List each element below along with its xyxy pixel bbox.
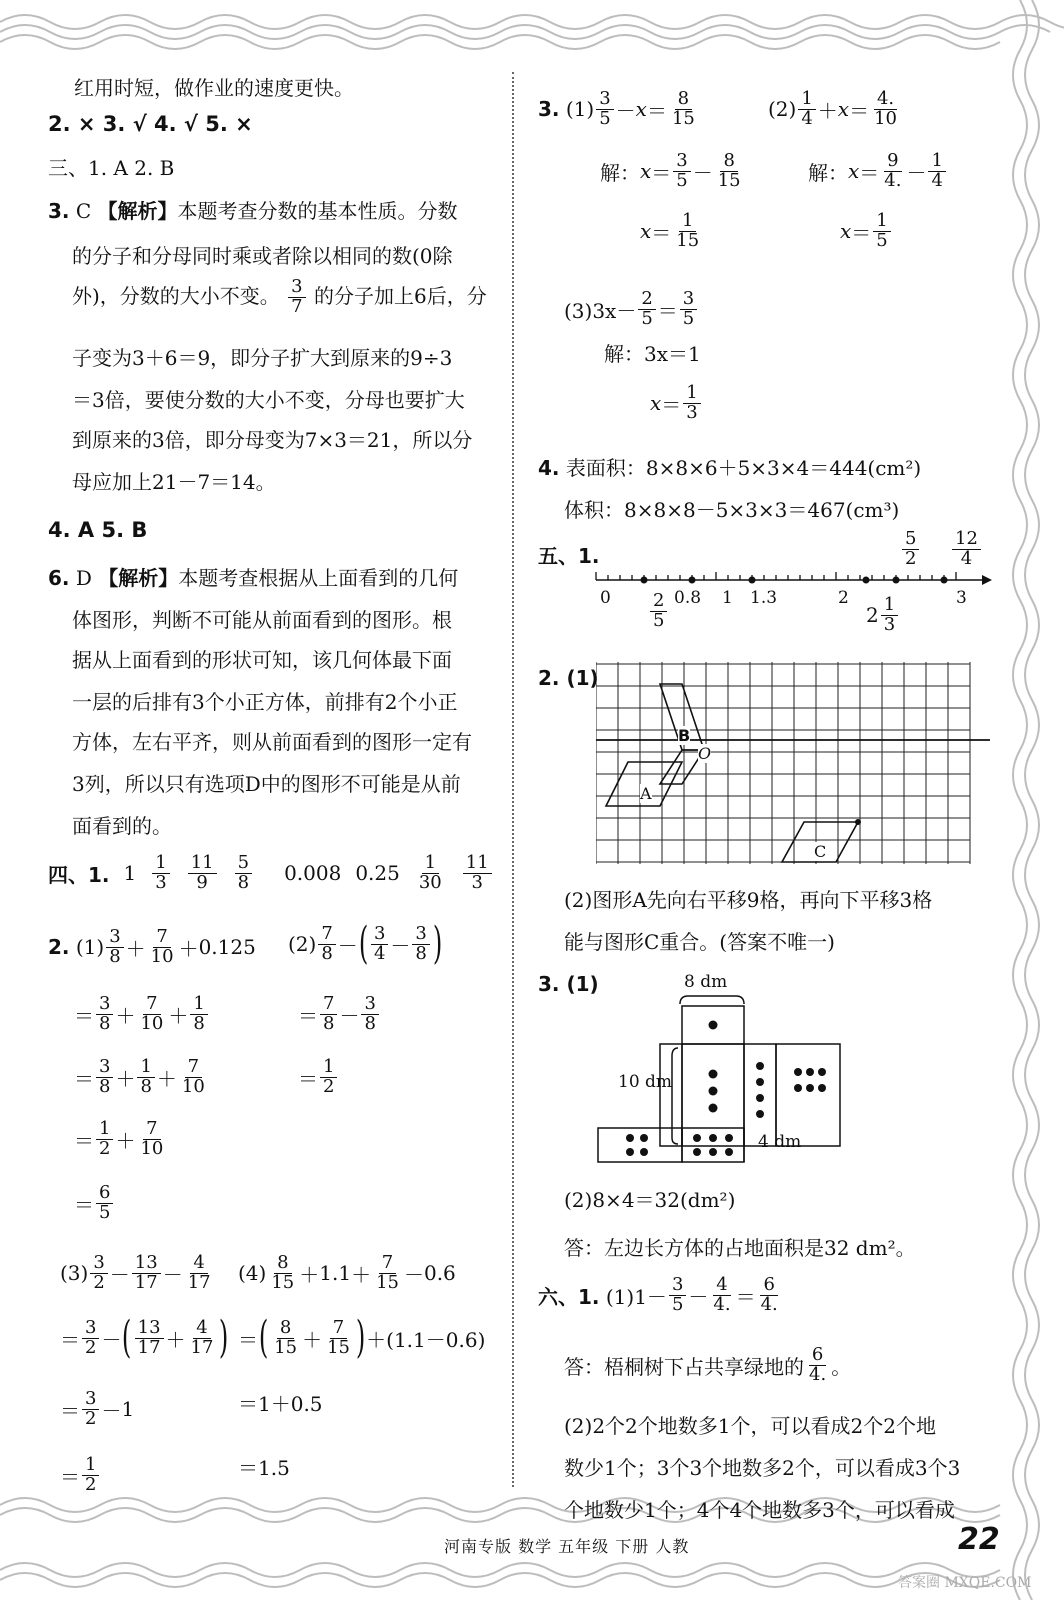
grid-label-c: C <box>814 842 827 861</box>
r-q2-label: 2. (1) <box>538 666 599 690</box>
q2-4-step2: ＝1＋0.5 <box>238 1392 323 1416</box>
r-q3-3-step: 解：3x＝1 <box>604 342 701 366</box>
nl-frac-2-5: $\frac{2}{5}$ <box>648 592 669 631</box>
column-divider <box>512 72 514 1487</box>
nl-label-08: 0.8 <box>674 588 702 608</box>
q6-text-1: 本题考查根据从上面看到的几何 <box>178 566 459 590</box>
q3-text-7: 母应加上21－7＝14。 <box>72 470 276 494</box>
r-q3-1-eq: 3. (1) $\frac{3}{5}$ － x ＝ $\frac{8}{15}$ <box>538 88 695 129</box>
nl-frac-5-2: $\frac{5}{2}$ <box>900 530 921 569</box>
nl-label-2: 2 <box>838 588 849 608</box>
q2-4-expr: (4) $\frac{8}{15}$ ＋ 1.1 ＋ $\frac{7}{15}$ － 0.6 <box>238 1252 456 1293</box>
r-q3-1-result: x ＝ $\frac{1}{15}$ <box>640 210 700 251</box>
r-q3-2-eq: (2) $\frac{1}{4}$ ＋ x ＝ $\frac{4.}{10}$ <box>768 88 897 129</box>
q3-text-2: 的分子和分母同时乘或者除以相同的数(0除 <box>72 244 453 268</box>
q3-text-6: 到原来的3倍，即分母变为7×3＝21，所以分 <box>72 428 473 452</box>
dim-10dm: 10 dm <box>618 1072 673 1092</box>
q2-1-step1: ＝ $\frac{3}{8}$ ＋ $\frac{7}{10}$ ＋ $\frac{1}{8}$ <box>74 995 210 1034</box>
q6-text-4: 一层的后排有3个小正方体，前排有2个小正 <box>72 690 458 714</box>
q2-1-step2: ＝ $\frac{3}{8}$ ＋ $\frac{1}{8}$ ＋ $\frac{7}{10}$ <box>74 1056 205 1097</box>
q2-1-step3: ＝ $\frac{1}{2}$ ＋ $\frac{7}{10}$ <box>74 1118 164 1159</box>
q2-2-expr: (2) $\frac{7}{8}$ － ( $\frac{3}{4}$ － $\frac{3}{8}$ ) <box>288 918 443 969</box>
r-s6-text-2: 数少1个；3个3个地数多2个，可以看成3个3 <box>564 1456 961 1480</box>
q3-text-3b: 的分子加上6后，分 <box>313 283 487 308</box>
left-line-1: 红用时短，做作业的速度更快。 <box>74 76 354 100</box>
section-4-q1: 四、1. 1 $\frac{1}{3}$ $\frac{11}{9}$ $\frac{5}{8}$ 0.008 0.25 $\frac{1}{30}$ $\frac{11}{3}$ <box>48 854 494 893</box>
grid-label-o: O <box>698 744 712 763</box>
r-s6-answer: 答：梧桐树下占共享绿地的 $\frac{6}{4.}$ 。 <box>564 1344 852 1385</box>
q2-3-expr: (3) $\frac{3}{2}$ － $\frac{13}{17}$ － $\frac{4}{17}$ <box>60 1252 211 1293</box>
r-q3b-text-1: (2)8×4＝32(dm²) <box>564 1188 736 1212</box>
q2-1-result: ＝ $\frac{6}{5}$ <box>74 1184 115 1223</box>
r-q3-3-eq: (3)3x－ $\frac{2}{5}$ ＝ $\frac{3}{5}$ <box>564 290 699 329</box>
q2-3-result: ＝ $\frac{1}{2}$ <box>60 1456 101 1495</box>
nl-frac-12-4: $\frac{12}{4}$ <box>950 530 983 569</box>
r-q4-volume: 体积：8×8×8－5×3×3＝467(cm³) <box>564 498 900 522</box>
q2-2-result: ＝ $\frac{1}{2}$ <box>298 1058 339 1097</box>
answers-2-5: 2. × 3. √ 4. √ 5. × <box>48 112 253 136</box>
r-s6-text-1: (2)2个2个地数多1个，可以看成2个2个地 <box>564 1414 936 1438</box>
r-q3-2-result: x ＝ $\frac{1}{5}$ <box>840 212 893 251</box>
footer-text: 河南专版 数学 五年级 下册 人教 <box>444 1537 690 1556</box>
q3-number: 3. <box>48 199 70 223</box>
q2-3-step2: ＝ $\frac{3}{2}$ － 1 <box>60 1388 135 1429</box>
section-3-answers: 三、1. A 2. B <box>48 156 175 180</box>
q6-text-2: 体图形，判断不可能从前面看到的图形。根 <box>72 608 452 632</box>
q2-2-step1: ＝ $\frac{7}{8}$ － $\frac{3}{8}$ <box>298 995 381 1034</box>
r-q3-2-step: 解： x ＝ $\frac{9}{4.}$ － $\frac{1}{4}$ <box>808 152 948 191</box>
r-q2-text-1: (2)图形A先向右平移9格，再向下平移3格 <box>564 888 933 912</box>
r-q3-1-step: 解： x ＝ $\frac{3}{5}$ － $\frac{8}{15}$ <box>600 150 741 191</box>
r-q3-3-result: x ＝ $\frac{1}{3}$ <box>650 384 703 423</box>
q6-answer: D <box>75 566 92 590</box>
r-q4-number: 4. <box>538 456 560 480</box>
r-q3b-text-2: 答：左边长方体的占地面积是32 dm²。 <box>564 1236 916 1260</box>
grid-label-a: A <box>640 784 652 803</box>
r-s6-text-3: 个地数少1个；4个4个地数多3个，可以看成 <box>564 1498 955 1522</box>
q3-text-1: 本题考查分数的基本性质。分数 <box>177 199 458 223</box>
q3-jiexi-label: 【解析】 <box>97 199 178 223</box>
cuboid-net <box>594 990 854 1165</box>
q2-1-expr: 2. (1) $\frac{3}{8}$ ＋ $\frac{7}{10}$ ＋ 0.125 <box>48 926 256 967</box>
dim-8dm: 8 dm <box>684 972 728 992</box>
q6-jiexi-label: 【解析】 <box>98 566 179 590</box>
q3-text-3a: 外)，分数的大小不变。 <box>72 283 280 308</box>
q2-4-step1: ＝ ( $\frac{8}{15}$ ＋ $\frac{7}{15}$ ) ＋ (1.1－0.6) <box>238 1312 486 1363</box>
q3-text-5: ＝3倍，要使分数的大小不变，分母也要扩大 <box>72 388 465 412</box>
nl-label-1: 1 <box>722 588 733 608</box>
q6-text-3: 据从上面看到的形状可知，该几何体最下面 <box>72 648 452 672</box>
nl-mixed-2-1-3: 2 $\frac{1}{3}$ <box>866 596 900 635</box>
q2-4-result: ＝1.5 <box>238 1456 290 1480</box>
r-q2-text-2: 能与图形C重合。(答案不唯一) <box>564 930 835 954</box>
translation-grid <box>596 662 990 864</box>
nl-label-13: 1.3 <box>750 588 778 608</box>
q6-text-7: 面看到的。 <box>72 814 172 838</box>
r-s6-eq: 六、1. (1)1－ $\frac{3}{5}$ － $\frac{4}{4.}$ ＝ $\frac{6}{4.}$ <box>538 1274 778 1315</box>
answers-4-5: 4. A 5. B <box>48 518 148 542</box>
r-q4-surface: 表面积：8×8×6＋5×3×4＝444(cm²) <box>565 456 922 480</box>
r-q3b-label: 3. (1) <box>538 972 599 996</box>
nl-label-3: 3 <box>956 588 967 608</box>
watermark: 答案圈 MXQE.COM <box>898 1575 1032 1591</box>
nl-label-0: 0 <box>600 588 611 608</box>
q3-text-4: 子变为3＋6＝9，即分子扩大到原来的9÷3 <box>72 346 453 370</box>
q3-fraction: $\frac{3}{7}$ <box>288 278 305 317</box>
dim-4dm: 4 dm <box>758 1132 802 1152</box>
q6-text-5: 方体，左右平齐，则从前面看到的图形一定有 <box>72 730 472 754</box>
q6-number: 6. <box>48 566 70 590</box>
page-number: 22 <box>958 1522 1000 1557</box>
q3-answer: C <box>75 199 92 223</box>
q6-text-6: 3列，所以只有选项D中的图形不可能是从前 <box>72 772 461 796</box>
grid-label-b: B <box>678 726 691 745</box>
q2-3-step1: ＝ $\frac{3}{2}$ － ( $\frac{13}{17}$ ＋ $\frac{4}{17}$ ) <box>60 1312 229 1363</box>
r-s5-label: 五、1. <box>538 544 600 568</box>
